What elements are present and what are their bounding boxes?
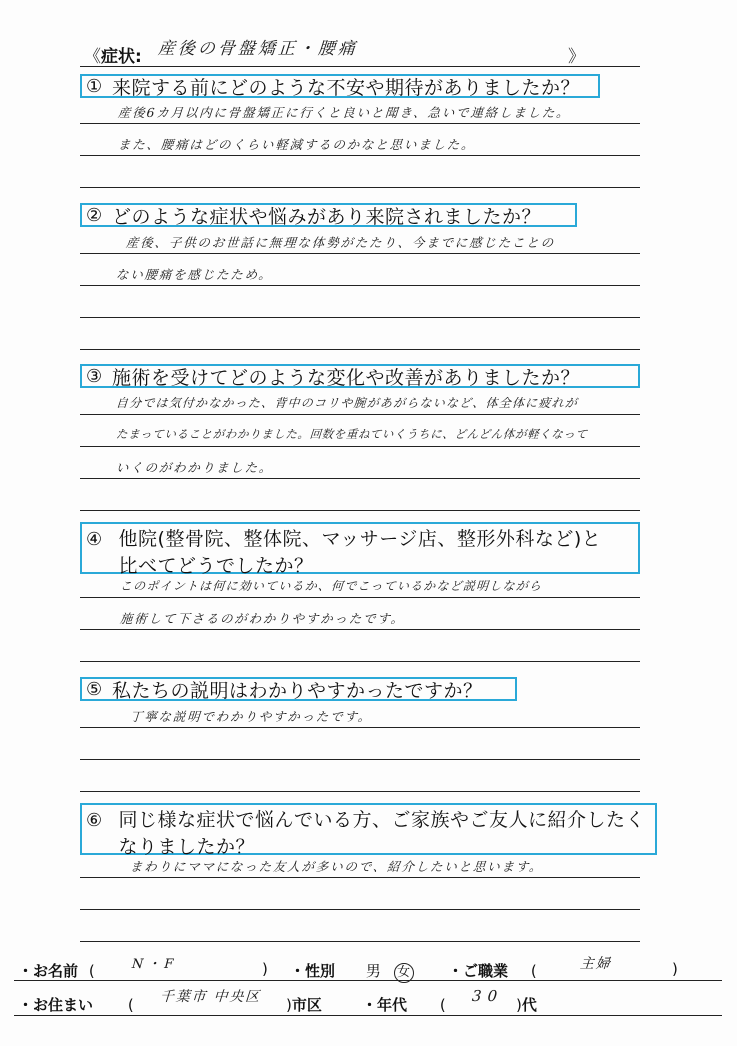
answer-4-line-1: このポイントは何に効いているか、何でこっているかなど説明しながら [119, 579, 543, 593]
question-6-box [80, 803, 657, 858]
rule [80, 446, 640, 447]
address-open: ( [127, 996, 134, 1014]
bullet: ・ [362, 996, 378, 1014]
question-3-box [80, 364, 640, 388]
rule [80, 629, 640, 630]
answer-3-line-3: いくのがわかりました。 [115, 460, 274, 475]
answer-3-line-1: 自分では気付かなかった、背中のコリや腕があがらないなど、体全体に疲れが [115, 396, 579, 410]
question-4-text-line-2: 比べてどうでしたか？ [118, 555, 314, 577]
answer-5-line-1: 丁寧な説明でわかりやすかったです。 [129, 709, 373, 724]
answer-2-line-1: 産後、子供のお世話に無理な体勢がたたり、今までに感じたことの [125, 235, 556, 250]
rule [80, 123, 640, 124]
symptom-value: 産後の骨盤矯正・腰痛 [157, 39, 359, 59]
name-field [18, 960, 95, 981]
question-5-box [80, 677, 517, 701]
name-value: N・F [131, 957, 178, 972]
rule [80, 187, 640, 188]
address-close [286, 994, 322, 1015]
address-label: お住まい [33, 996, 94, 1014]
rule [80, 510, 640, 511]
occupation-label: ご職業 [463, 962, 509, 980]
header-close-bracket: 》 [568, 47, 585, 67]
question-1-box [80, 74, 600, 98]
age-label: 年代 [377, 996, 408, 1014]
name-open: ( [88, 962, 95, 980]
rule [80, 661, 640, 662]
question-2-box [80, 203, 577, 227]
age-open: ( [439, 996, 446, 1014]
answer-6-line-1: まわりにママになった友人が多いので、紹介したいと思います。 [129, 859, 544, 874]
rule [80, 727, 640, 728]
occupation-open: ( [530, 962, 537, 980]
question-2-number: ② [86, 204, 103, 226]
rule [80, 349, 640, 350]
question-4-box [80, 522, 640, 577]
question-4-text-line-1: 他院(整骨院、整体院、マッサージ店、整形外科など)と [118, 528, 602, 550]
address-suffix: 市区 [291, 996, 322, 1014]
bullet: ・ [18, 996, 34, 1014]
age-close-paren: ) [516, 996, 522, 1014]
address-field [18, 994, 134, 1015]
gender-label: 性別 [305, 962, 336, 980]
rule [80, 759, 640, 760]
rule [80, 597, 640, 598]
gender-male: 男 [365, 962, 381, 980]
occupation-value: 主婦 [579, 956, 613, 972]
footer-rule-2 [14, 1015, 722, 1016]
rule [80, 909, 640, 910]
age-value: 30 [471, 987, 504, 1005]
answer-1-line-1: 産後6カ月以内に骨盤矯正に行くと良いと聞き、急いで連絡しました。 [117, 105, 572, 120]
occupation-field [448, 960, 537, 981]
rule [80, 791, 640, 792]
rule [80, 317, 640, 318]
answer-3-line-2: たまっていることがわかりました。回数を重ねていくうちに、どんどん体が軽くなって [115, 427, 589, 441]
footer-rule-1 [14, 980, 722, 981]
rule [80, 253, 640, 254]
question-1-text: 来院する前にどのような不安や期待がありましたか？ [112, 76, 581, 99]
answer-2-line-2: ない腰痛を感じたため。 [115, 267, 274, 282]
age-suffix: 代 [521, 996, 537, 1014]
answer-4-line-2: 施術して下さるのがわかりやすかったです。 [119, 611, 406, 626]
question-6-text-line-1: 同じ様な症状で悩んでいる方、ご家族やご友人に紹介したく [118, 809, 646, 831]
age-field [362, 994, 446, 1015]
occupation-close: ) [672, 960, 678, 978]
rule [80, 155, 640, 156]
address-value: 千葉市 中央区 [159, 989, 262, 1005]
rule [80, 877, 640, 878]
rule [80, 941, 640, 942]
question-5-text: 私たちの説明はわかりやすかったですか？ [112, 679, 483, 702]
question-6-text-line-2: なりましたか？ [118, 836, 256, 858]
header-underline [80, 66, 640, 67]
question-6-number: ⑥ [86, 810, 103, 831]
name-label: お名前 [33, 962, 79, 980]
bullet: ・ [448, 962, 464, 980]
header-symptom [84, 42, 142, 67]
question-3-text: 施術を受けてどのような変化や改善がありましたか？ [112, 366, 581, 389]
question-1-number: ① [86, 75, 103, 97]
bullet: ・ [290, 962, 306, 980]
bullet: ・ [18, 962, 34, 980]
symptom-label: 症状: [101, 47, 142, 67]
rule [80, 285, 640, 286]
question-3-number: ③ [86, 365, 103, 387]
answer-1-line-2: また、腰痛はどのくらい軽減するのかなと思いました。 [117, 137, 477, 152]
gender-female-circled: 女 [394, 963, 414, 983]
question-4-number: ④ [86, 529, 103, 550]
header-open-bracket: 《 [84, 47, 101, 67]
address-close-paren: ) [286, 996, 292, 1014]
question-2-text: どのような症状や悩みがあり来院されましたか？ [112, 205, 542, 228]
age-close [516, 994, 537, 1015]
rule [80, 414, 640, 415]
name-close: ) [262, 960, 268, 978]
question-5-number: ⑤ [86, 678, 103, 700]
rule [80, 478, 640, 479]
